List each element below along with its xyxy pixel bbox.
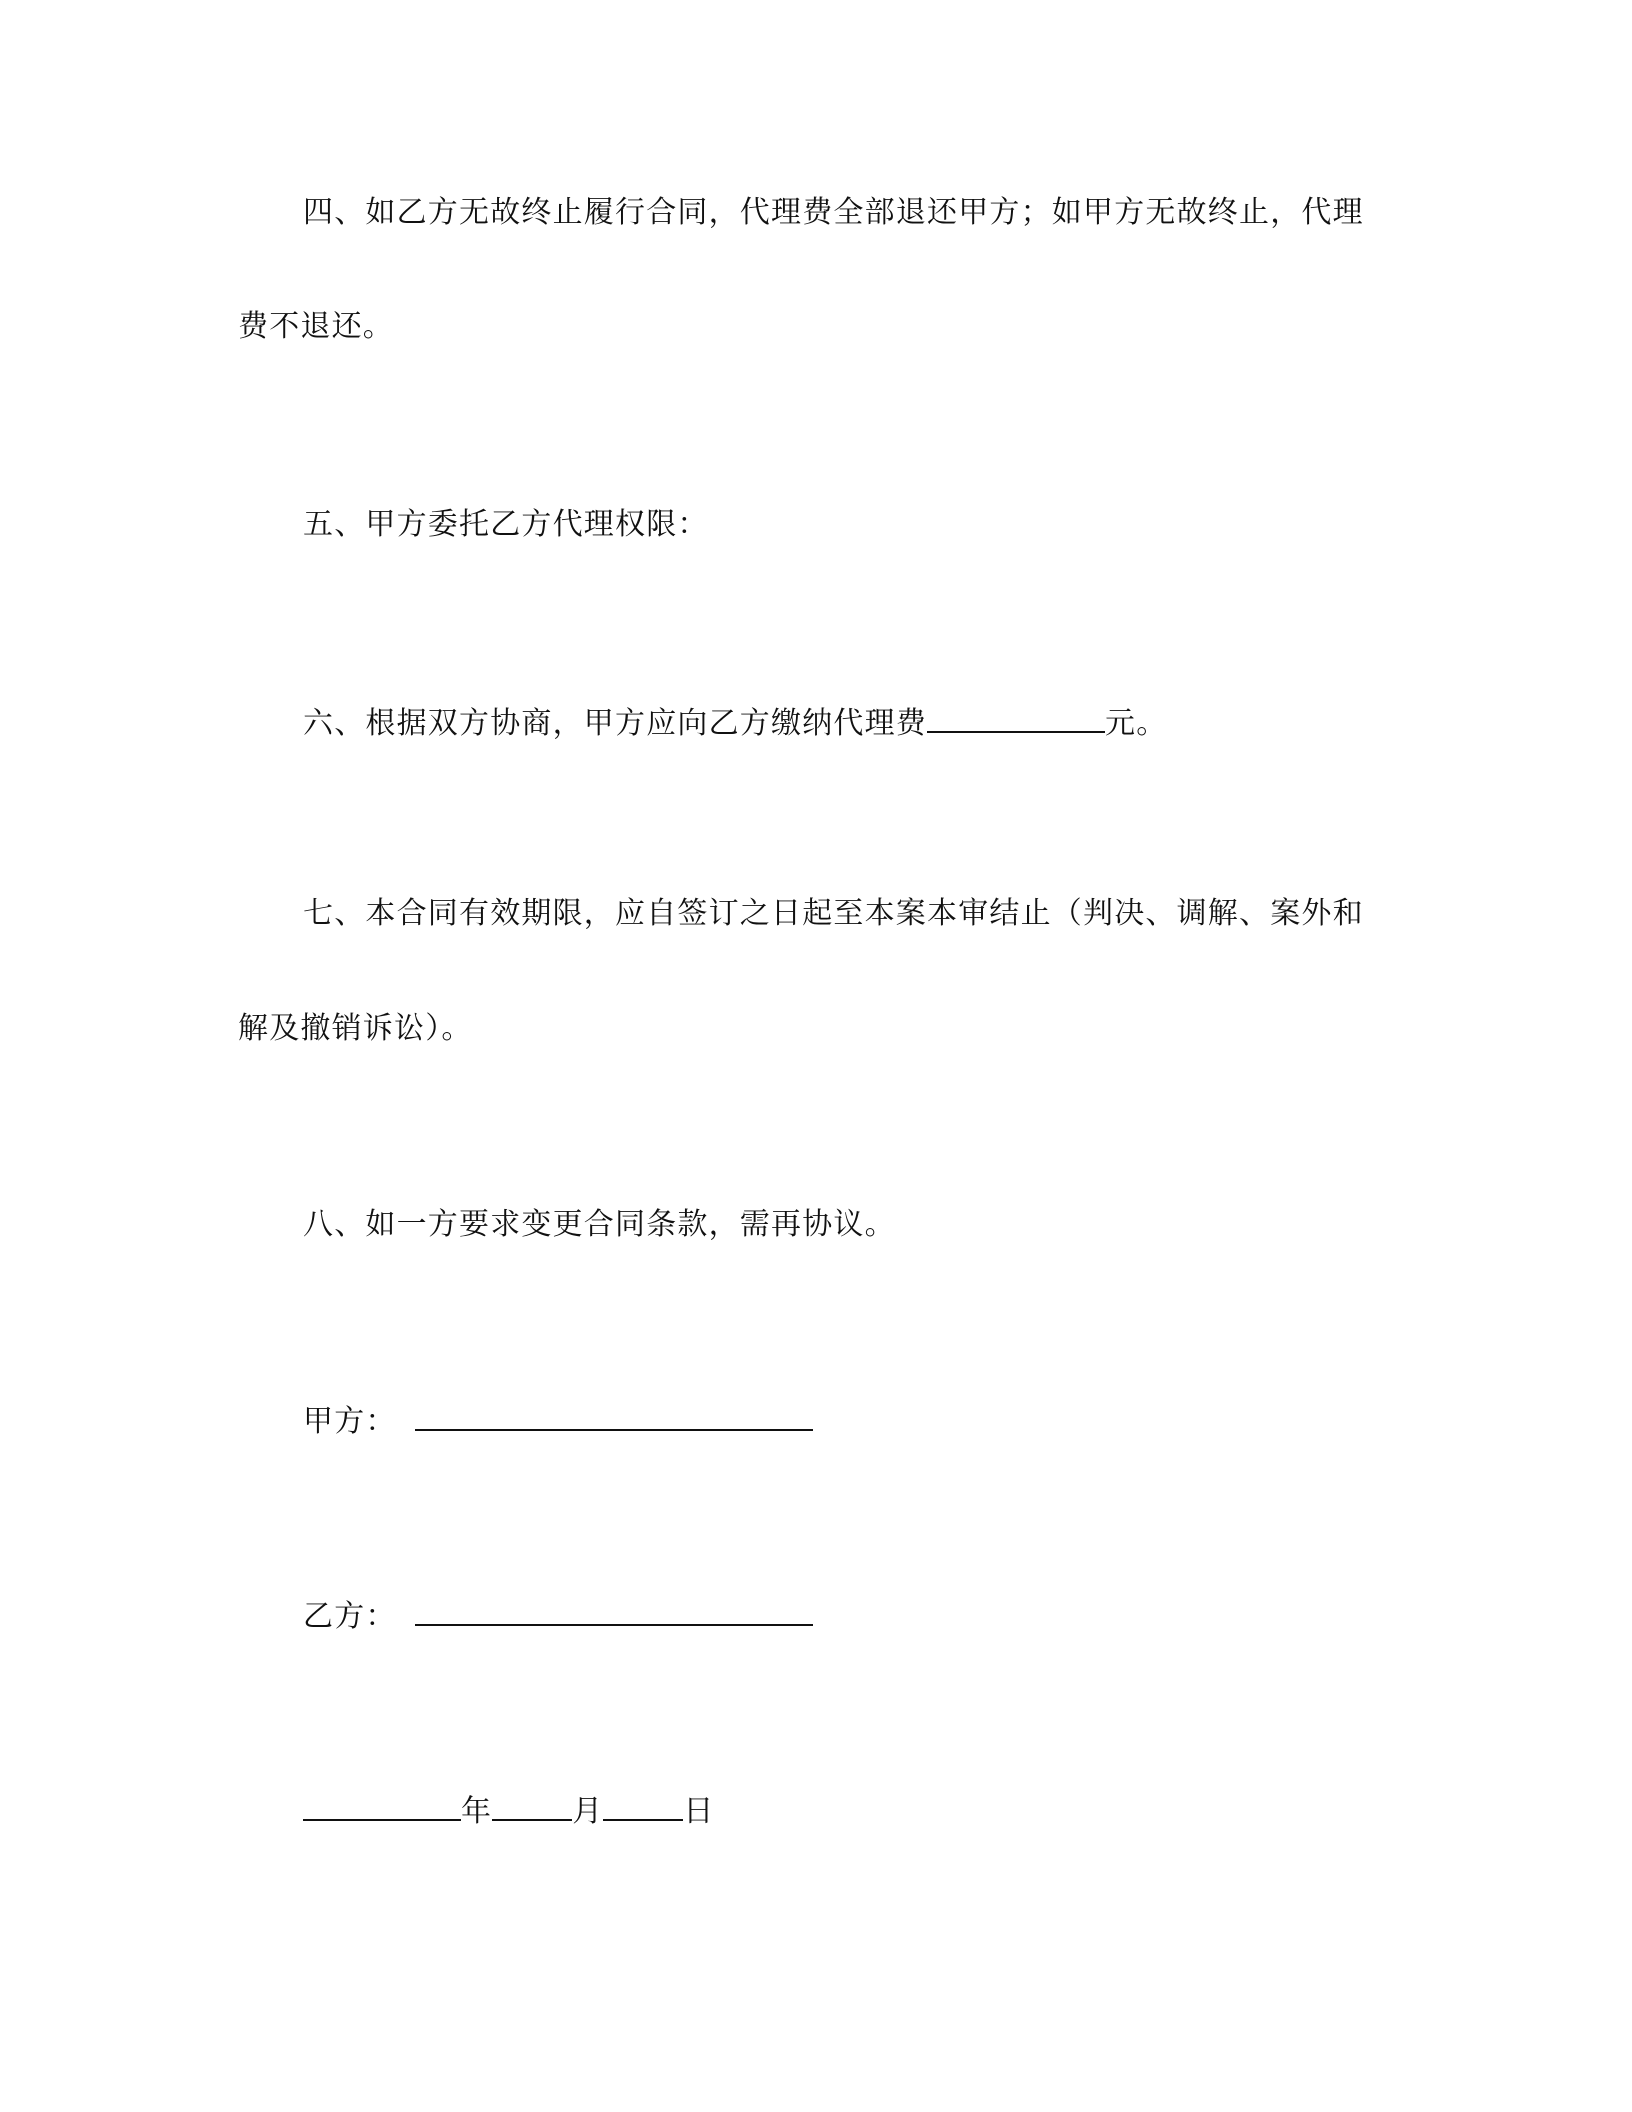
signing-date	[303, 1789, 715, 1832]
party-a-signature-blank	[415, 1399, 813, 1431]
party-b-label: 乙方：	[303, 1599, 397, 1634]
party-a-signature	[303, 1399, 813, 1442]
party-b-signature-blank	[415, 1594, 813, 1626]
year-blank	[303, 1789, 461, 1821]
clause-6	[303, 701, 1167, 744]
clause-6-text: 六、根据双方协商，甲方应向乙方缴纳代理费	[303, 706, 927, 741]
clause-4-line-1: 四、如乙方无故终止履行合同，代理费全部退还甲方；如甲方无故终止，代理	[303, 195, 1364, 230]
clause-7-line-2: 解及撤销诉讼）。	[238, 1011, 473, 1046]
day-blank	[603, 1789, 683, 1821]
year-label: 年	[461, 1794, 493, 1829]
clause-7-line-1: 七、本合同有效期限，应自签订之日起至本案本审结止（判决、调解、案外和	[303, 896, 1364, 931]
clause-5: 五、甲方委托乙方代理权限：	[303, 507, 709, 542]
party-a-label: 甲方：	[303, 1404, 397, 1439]
clause-8: 八、如一方要求变更合同条款，需再协议。	[303, 1207, 896, 1242]
day-label: 日	[683, 1794, 715, 1829]
month-blank	[492, 1789, 572, 1821]
party-b-signature	[303, 1594, 813, 1637]
clause-4-line-2: 费不退还。	[238, 309, 394, 344]
clause-6-unit: 元。	[1105, 706, 1168, 741]
agency-fee-blank	[927, 701, 1105, 733]
month-label: 月	[572, 1794, 604, 1829]
